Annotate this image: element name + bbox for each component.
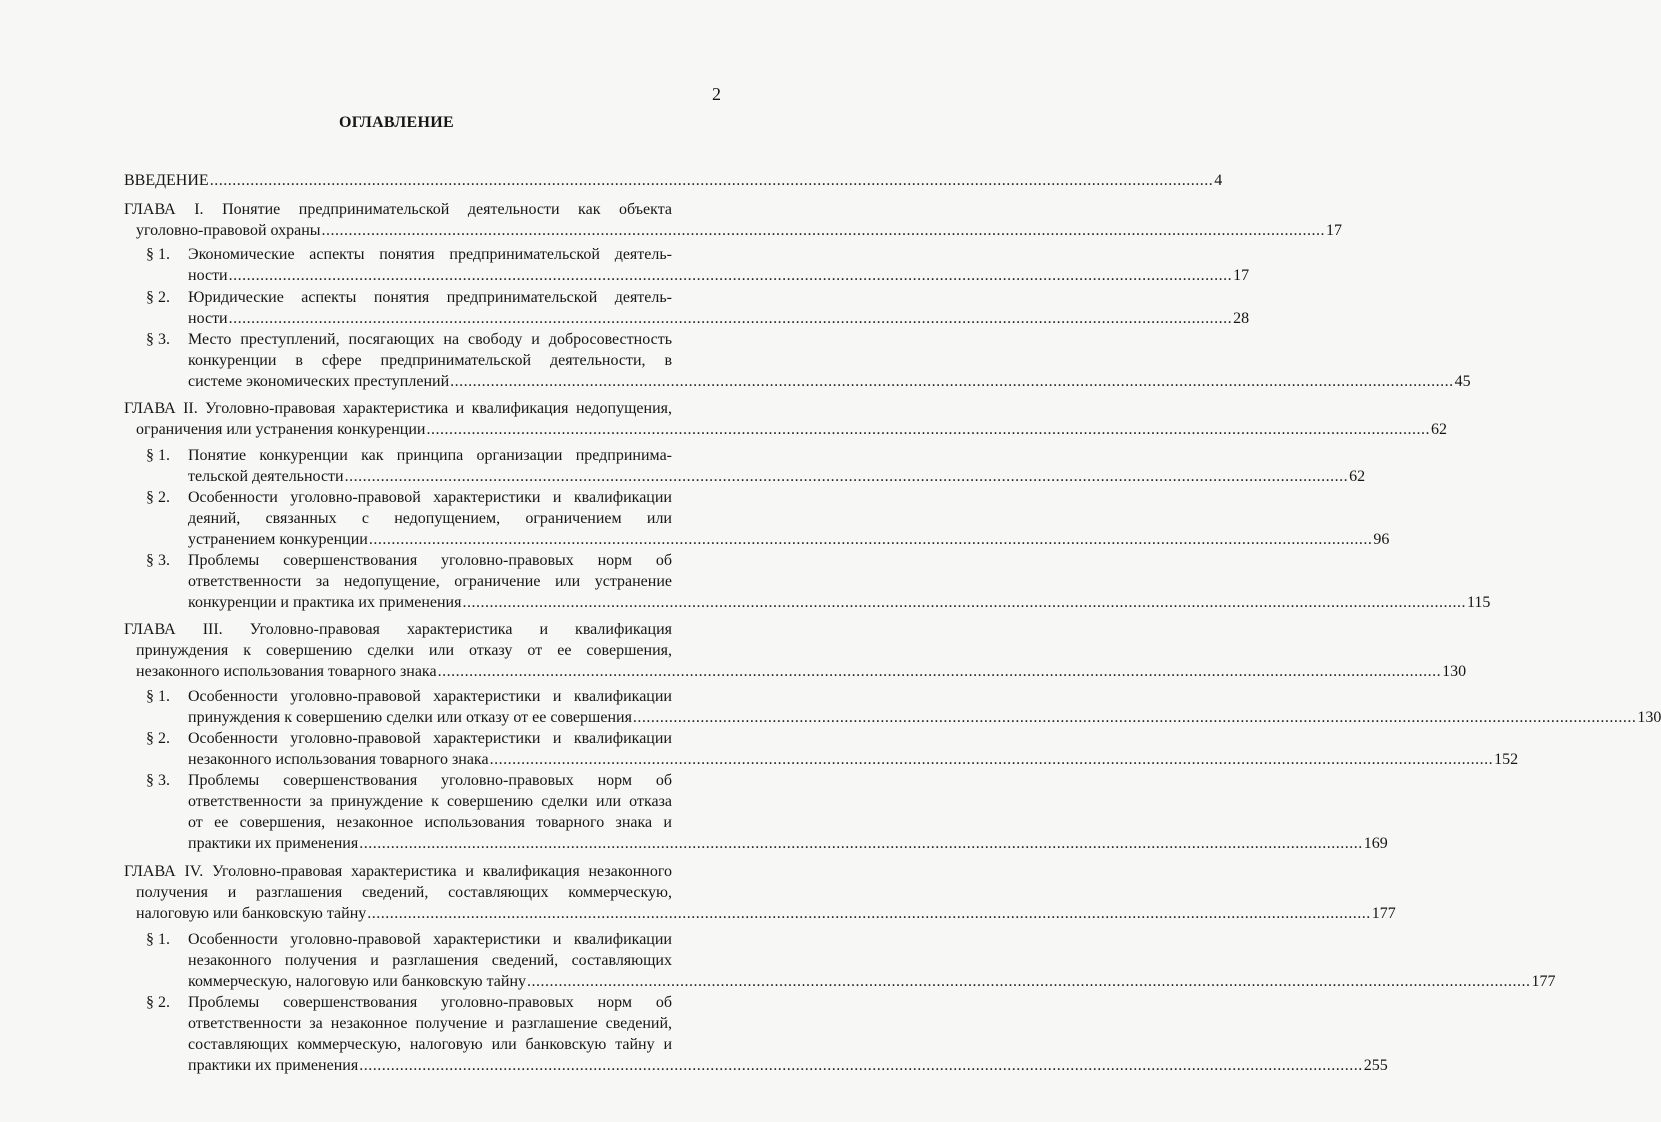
toc-section-3-1-last-line[interactable] — [188, 707, 1661, 728]
toc-section-2-1-line — [188, 445, 672, 466]
dot-leader: ............................................................................................................................................................................................................................... — [527, 973, 1531, 990]
toc-section-2-3-last-line-text: конкуренции и практика их применения — [188, 594, 462, 611]
toc-section-3-3-line — [188, 791, 672, 812]
toc-chapter-4-line-text: получения и разглашения сведений, составляющих коммерческую, — [136, 884, 672, 901]
dot-leader: ............................................................................................................................................................................................................................... — [437, 663, 1442, 680]
dot-leader: ............................................................................................................................................................................................................................... — [321, 222, 1326, 239]
toc-section-3-3-number: § 3. — [146, 772, 170, 789]
toc-section-2-2-last-line[interactable] — [188, 529, 1390, 550]
toc-section-2-3-line-text: Проблемы совершенствования уголовно-правовых норм об — [188, 552, 672, 569]
toc-section-3-3-line-text: ответственности за принуждение к совершению сделки или отказа — [188, 793, 672, 810]
toc-section-3-2-line-text: Особенности уголовно-правовой характеристики и квалификации — [188, 730, 672, 747]
page-number: 2 — [712, 84, 721, 104]
toc-chapter-4-last-line[interactable] — [136, 903, 1396, 924]
toc-section-2-1-last-line-text: тельской деятельности — [188, 468, 344, 485]
toc-section-4-1-line — [188, 950, 672, 971]
toc-section-3-1-line-text: Особенности уголовно-правовой характеристики и квалификации — [188, 688, 672, 705]
toc-section-2-3-line-text: ответственности за недопущение, ограничение или устранение — [188, 573, 672, 590]
dot-leader: ............................................................................................................................................................................................................................... — [228, 310, 1233, 327]
dot-leader: ............................................................................................................................................................................................................................... — [359, 835, 1363, 852]
toc-section-2-2-last-line-page: 96 — [1373, 531, 1390, 548]
toc-section-1-2-line — [188, 287, 672, 308]
toc-section-2-1-line-text: Понятие конкуренции как принципа организации предпринима- — [188, 447, 672, 464]
toc-chapter-1-last-line-text: уголовно-правовой охраны — [136, 222, 321, 239]
toc-chapter-2-line — [124, 398, 672, 419]
toc-section-4-2-number: § 2. — [146, 994, 170, 1011]
toc-section-4-2-line-text: Проблемы совершенствования уголовно-правовых норм об — [188, 994, 672, 1011]
dot-leader: ............................................................................................................................................................................................................................... — [359, 1057, 1363, 1074]
toc-chapter-1-line-text: ГЛАВА I. Понятие предпринимательской деятельности как объекта — [124, 201, 672, 218]
toc-chapter-4-last-line-page: 177 — [1371, 905, 1396, 922]
toc-entry-introduction-page: 4 — [1214, 172, 1223, 189]
toc-chapter-3-last-line-text: незаконного использования товарного знака — [136, 663, 437, 680]
toc-chapter-3-line — [124, 619, 672, 640]
toc-chapter-3-line-text: ГЛАВА III. Уголовно-правовая характеристика и квалификация — [124, 621, 672, 638]
toc-section-2-3-number: § 3. — [146, 552, 170, 569]
toc-section-4-2-last-line-page: 255 — [1363, 1057, 1388, 1074]
toc-section-3-3-line-text: Проблемы совершенствования уголовно-правовых норм об — [188, 772, 672, 789]
toc-section-1-3-last-line-page: 45 — [1454, 373, 1471, 390]
toc-section-1-1-last-line-text: ности — [188, 267, 228, 284]
toc-section-4-2-line-text: составляющих коммерческую, налоговую или банковскую тайну и — [188, 1036, 672, 1053]
toc-entry-introduction[interactable] — [124, 170, 1223, 191]
toc-section-1-3-last-line[interactable] — [188, 371, 1471, 392]
toc-chapter-4-last-line-text: налоговую или банковскую тайну — [136, 905, 367, 922]
toc-chapter-4-line-text: ГЛАВА IV. Уголовно-правовая характеристика и квалификация незаконного — [124, 863, 672, 880]
toc-section-1-2-line-text: Юридические аспекты понятия предпринимательской деятель- — [188, 289, 672, 306]
toc-section-2-1-last-line-page: 62 — [1349, 468, 1366, 485]
toc-section-3-1-number: § 1. — [146, 688, 170, 705]
toc-section-1-1-line — [188, 244, 672, 265]
toc-section-1-2-last-line-page: 28 — [1233, 310, 1250, 327]
toc-section-1-2-last-line-text: ности — [188, 310, 228, 327]
toc-section-4-2-last-line[interactable] — [188, 1055, 1388, 1076]
dot-leader: ............................................................................................................................................................................................................................... — [489, 751, 1494, 768]
toc-section-2-2-line — [188, 508, 672, 529]
toc-section-4-1-last-line-text: коммерческую, налоговую или банковскую тайну — [188, 973, 527, 990]
toc-section-2-1-last-line[interactable] — [188, 466, 1366, 487]
dot-leader: ............................................................................................................................................................................................................................... — [462, 594, 1466, 611]
toc-chapter-1-last-line-page: 17 — [1326, 222, 1343, 239]
toc-section-4-1-last-line-page: 177 — [1531, 973, 1556, 990]
toc-section-2-2-line-text: деяний, связанных с недопущением, ограничением или — [188, 510, 672, 527]
toc-section-1-3-line — [188, 350, 672, 371]
toc-section-4-1-line-text: незаконного получения и разглашения сведений, составляющих — [188, 952, 672, 969]
toc-section-2-2-line — [188, 487, 672, 508]
dot-leader: ............................................................................................................................................................................................................................... — [344, 468, 1349, 485]
toc-section-4-1-line-text: Особенности уголовно-правовой характеристики и квалификации — [188, 931, 672, 948]
toc-chapter-4-line — [124, 861, 672, 882]
toc-chapter-4-line — [136, 882, 672, 903]
dot-leader: ............................................................................................................................................................................................................................... — [632, 709, 1637, 726]
toc-section-2-3-line — [188, 571, 672, 592]
toc-chapter-1-line — [124, 199, 672, 220]
toc-section-4-1-last-line[interactable] — [188, 971, 1556, 992]
toc-section-3-3-last-line-page: 169 — [1363, 835, 1388, 852]
dot-leader: ............................................................................................................................................................................................................................... — [209, 172, 1214, 189]
toc-section-4-2-line — [188, 1013, 672, 1034]
toc-section-1-3-line-text: конкуренции в сфере предпринимательской деятельности, в — [188, 352, 672, 369]
toc-section-2-2-line-text: Особенности уголовно-правовой характеристики и квалификации — [188, 489, 672, 506]
toc-section-1-3-last-line-text: системе экономических преступлений — [188, 373, 450, 390]
toc-section-3-1-line — [188, 686, 672, 707]
dot-leader: ............................................................................................................................................................................................................................... — [367, 905, 1371, 922]
toc-section-1-1-last-line-page: 17 — [1233, 267, 1250, 284]
toc-section-4-2-line — [188, 992, 672, 1013]
toc-section-3-2-number: § 2. — [146, 730, 170, 747]
toc-chapter-3-line-text: принуждения к совершению сделки или отказу от ее совершения, — [136, 642, 672, 659]
toc-chapter-3-last-line-page: 130 — [1442, 663, 1467, 680]
toc-section-3-2-last-line-text: незаконного использования товарного знака — [188, 751, 489, 768]
dot-leader: ............................................................................................................................................................................................................................... — [228, 267, 1233, 284]
toc-section-3-2-line — [188, 728, 672, 749]
toc-section-1-1-number: § 1. — [146, 246, 170, 263]
toc-section-2-3-last-line[interactable] — [188, 592, 1491, 613]
toc-section-2-3-last-line-page: 115 — [1466, 594, 1491, 611]
toc-section-4-1-number: § 1. — [146, 931, 170, 948]
toc-section-3-3-line — [188, 770, 672, 791]
toc-section-1-2-last-line[interactable] — [188, 308, 1250, 329]
toc-section-4-2-line-text: ответственности за незаконное получение и разглашение сведений, — [188, 1015, 672, 1032]
toc-section-3-1-last-line-text: принуждения к совершению сделки или отказу от ее совершения — [188, 709, 632, 726]
toc-section-3-2-last-line[interactable] — [188, 749, 1519, 770]
dot-leader: ............................................................................................................................................................................................................................... — [426, 421, 1430, 438]
toc-section-1-3-line — [188, 329, 672, 350]
toc-section-2-2-last-line-text: устранением конкуренции — [188, 531, 368, 548]
toc-heading: ОГЛАВЛЕНИЕ — [339, 114, 454, 131]
toc-section-2-1-number: § 1. — [146, 447, 170, 464]
dot-leader: ............................................................................................................................................................................................................................... — [450, 373, 1454, 390]
toc-chapter-3-line — [136, 640, 672, 661]
dot-leader: ............................................................................................................................................................................................................................... — [368, 531, 1373, 548]
toc-section-1-2-number: § 2. — [146, 289, 170, 306]
toc-chapter-1-last-line[interactable] — [136, 220, 1343, 241]
toc-section-3-3-line-text: от ее совершения, незаконное использования товарного знака и — [188, 814, 672, 831]
toc-section-1-3-line-text: Место преступлений, посягающих на свободу и добросовестность — [188, 331, 672, 348]
toc-section-4-2-last-line-text: практики их применения — [188, 1057, 359, 1074]
toc-chapter-3-last-line[interactable] — [136, 661, 1467, 682]
toc-section-3-3-line — [188, 812, 672, 833]
toc-section-1-1-line-text: Экономические аспекты понятия предпринимательской деятель- — [188, 246, 672, 263]
toc-chapter-2-last-line[interactable] — [136, 419, 1447, 440]
toc-section-4-2-line — [188, 1034, 672, 1055]
toc-section-4-1-line — [188, 929, 672, 950]
toc-section-1-1-last-line[interactable] — [188, 265, 1250, 286]
toc-section-1-3-number: § 3. — [146, 331, 170, 348]
toc-section-3-3-last-line-text: практики их применения — [188, 835, 359, 852]
toc-chapter-2-last-line-page: 62 — [1431, 421, 1447, 438]
toc-chapter-2-line-text: ГЛАВА II. Уголовно-правовая характеристика и квалификация недопущения, — [124, 400, 672, 417]
toc-section-3-1-last-line-page: 130 — [1637, 709, 1661, 726]
toc-section-3-3-last-line[interactable] — [188, 833, 1388, 854]
toc-entry-introduction-text: ВВЕДЕНИЕ — [124, 172, 209, 189]
toc-section-3-2-last-line-page: 152 — [1494, 751, 1519, 768]
toc-chapter-2-last-line-text: ограничения или устранения конкуренции — [136, 421, 426, 438]
toc-section-2-2-number: § 2. — [146, 489, 170, 506]
toc-section-2-3-line — [188, 550, 672, 571]
